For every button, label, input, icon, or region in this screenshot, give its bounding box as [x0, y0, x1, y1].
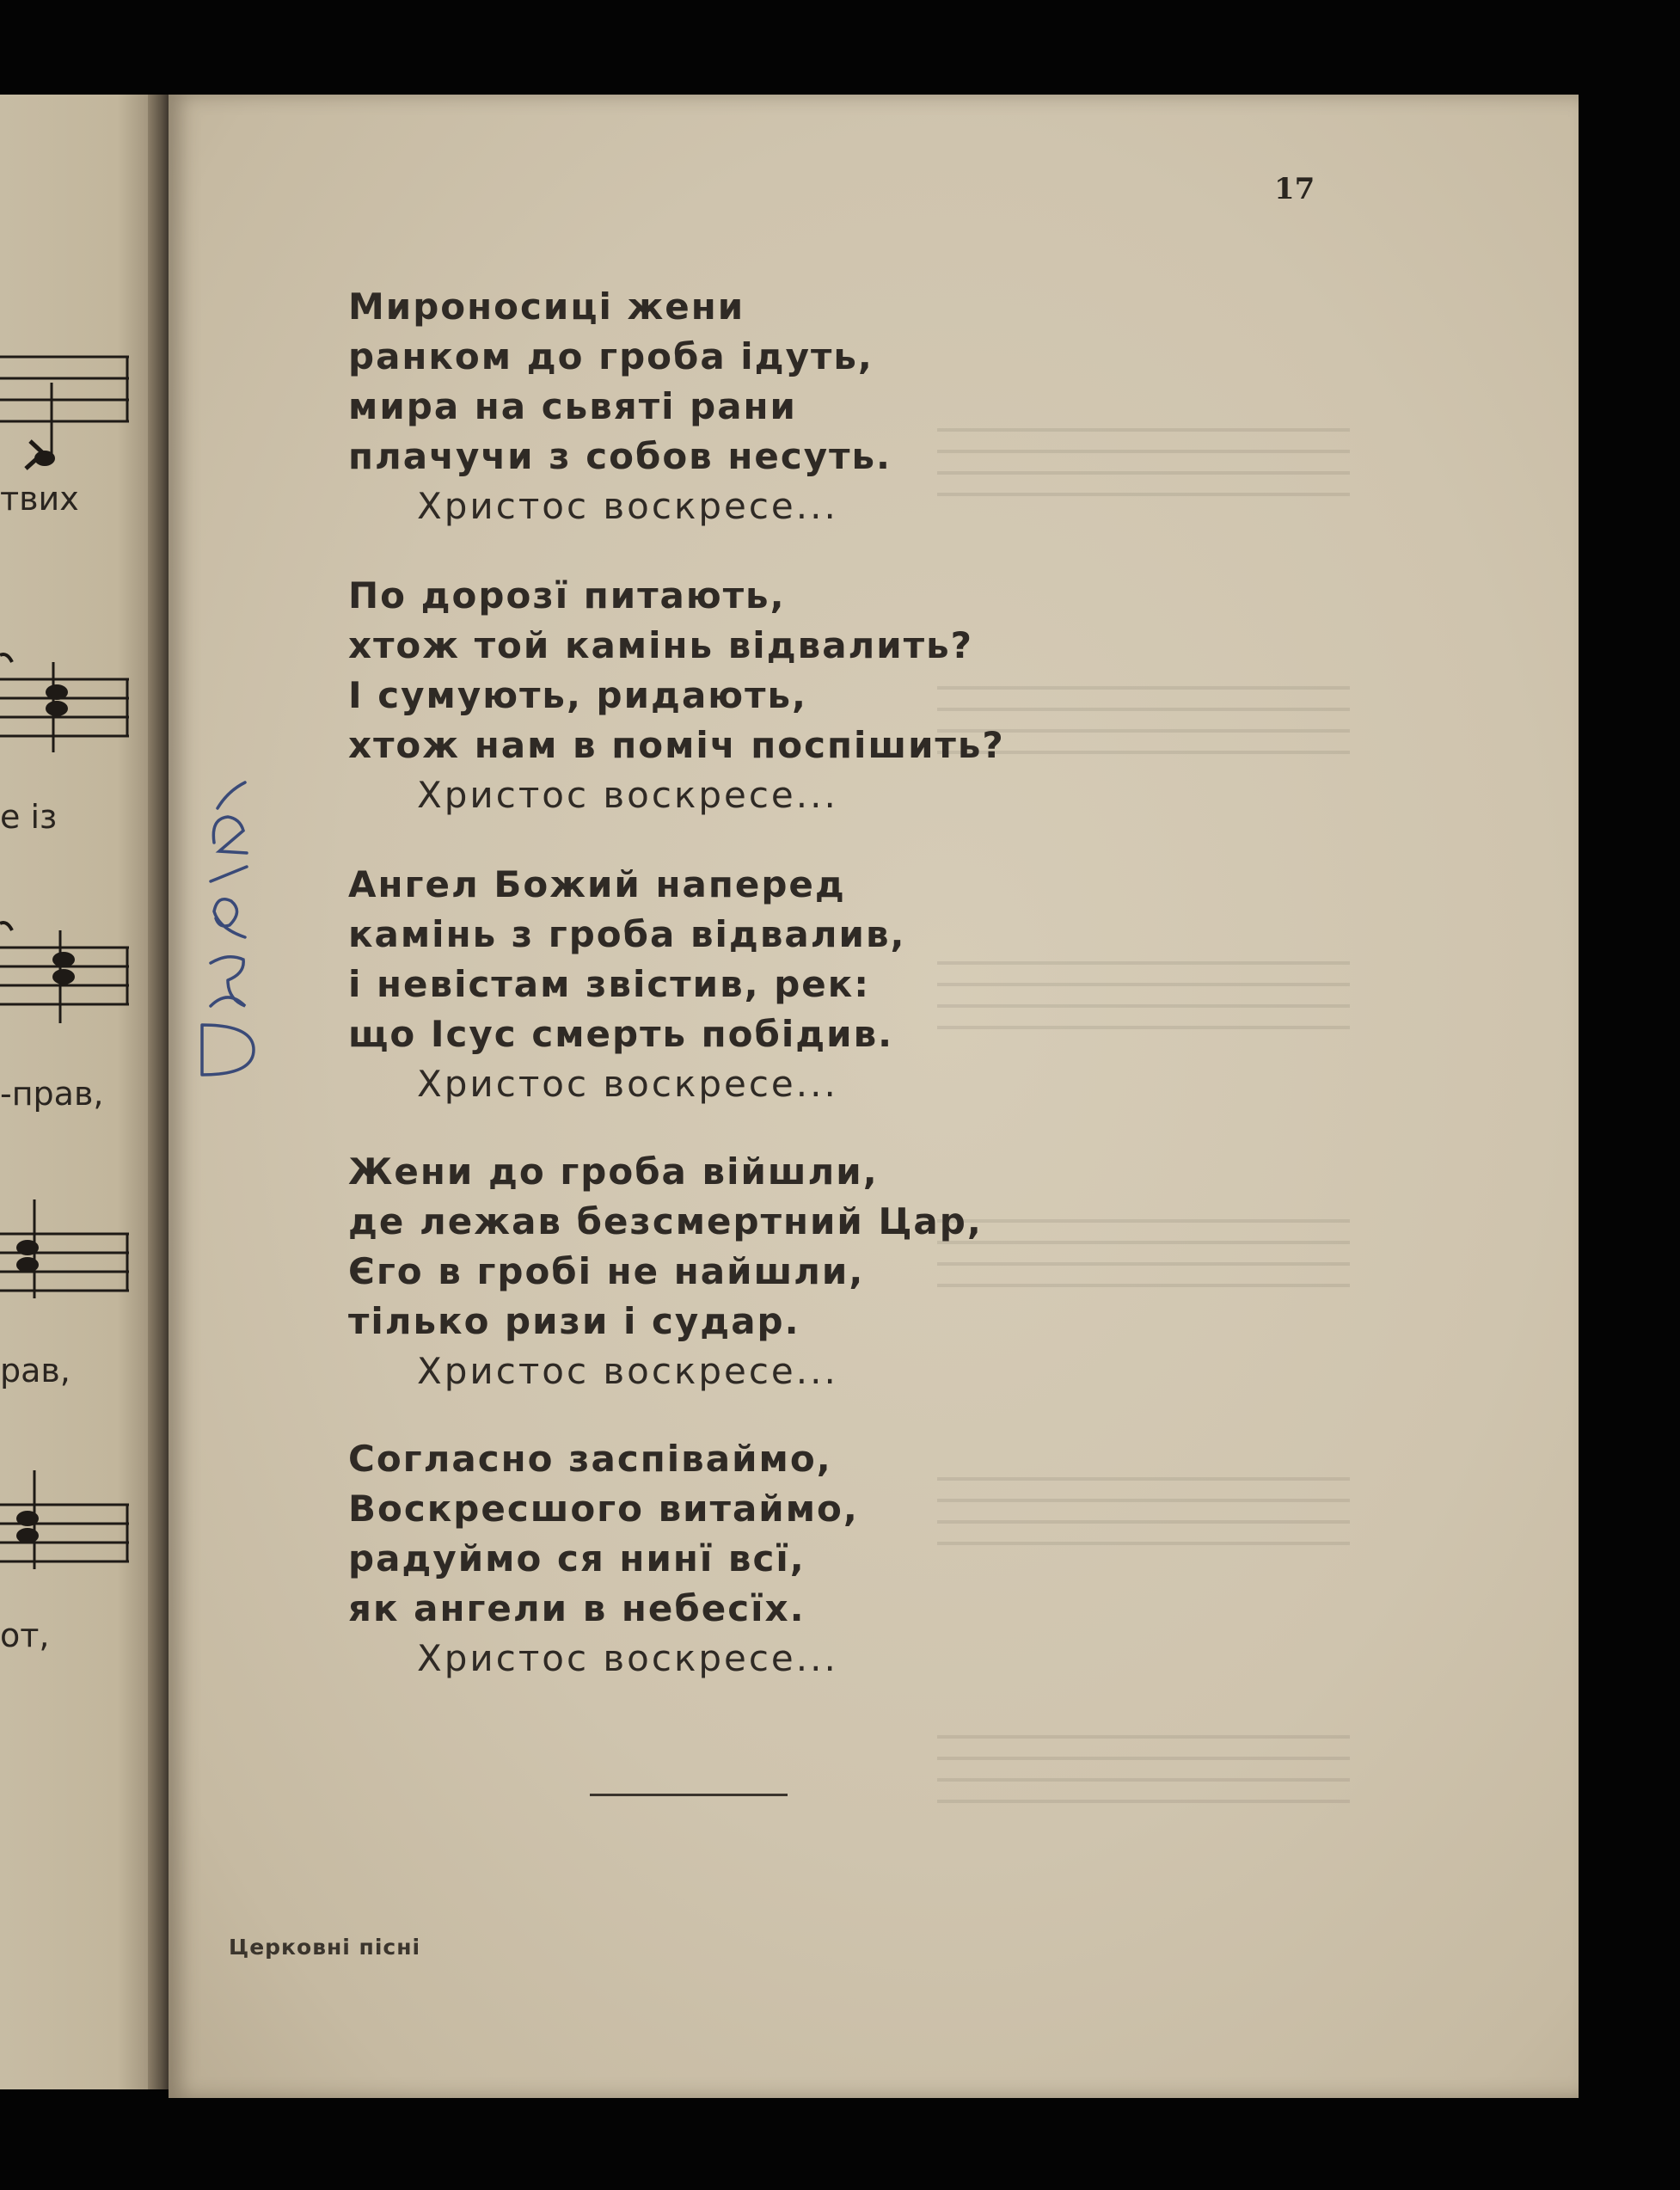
stanza-line: камінь з гроба відвалив,: [348, 913, 906, 955]
music-staff-1: [0, 331, 129, 477]
section-divider: [590, 1794, 788, 1796]
stanza-line: як ангели в небесїх.: [348, 1587, 806, 1629]
left-fragment-1: твих: [0, 480, 79, 518]
previous-page: [0, 95, 168, 2089]
music-staff-5: [0, 1462, 129, 1582]
stanza-line: І сумують, ридають,: [348, 674, 807, 716]
page-number: 17: [1274, 172, 1315, 206]
stanza-line: Воскресшого витаймо,: [348, 1488, 859, 1530]
stanza-2: [348, 571, 1005, 820]
stanza-line: мира на сьвяті рани: [348, 385, 797, 427]
stanza-line: Єго в гробі не найшли,: [348, 1250, 865, 1292]
refrain: Христос воскресе...: [417, 1637, 838, 1679]
stanza-5: [348, 1434, 859, 1684]
refrain: Христос воскресе...: [417, 1350, 838, 1392]
stanza-3: [348, 860, 906, 1109]
music-staff-3: [0, 911, 129, 1040]
page-footer: Церковні пісні: [229, 1935, 421, 1960]
stanza-line: Согласно заспіваймо,: [348, 1438, 832, 1480]
stanza-line: Мироносиці жени: [348, 285, 745, 328]
music-staff-2: [0, 645, 129, 774]
left-fragment-2: е із: [0, 798, 58, 836]
refrain: Христос воскресе...: [417, 774, 838, 816]
stanza-line: що Ісус смерть побідив.: [348, 1013, 894, 1055]
music-staff-4: [0, 1191, 129, 1311]
left-fragment-3: -прав,: [0, 1075, 104, 1113]
refrain: Христос воскресе...: [417, 1063, 838, 1105]
left-fragment-4: рав,: [0, 1352, 71, 1389]
reverse-side-bleed-through: [937, 258, 1350, 1892]
stanza-line: і невістам звістив, рек:: [348, 963, 871, 1005]
stanza-line: хтож той камінь відвалить?: [348, 624, 973, 666]
stanza-line: плачучи з собов несуть.: [348, 435, 892, 477]
stanza-line: хтож нам в поміч поспішить?: [348, 724, 1005, 766]
stanza-line: По дорозї питають,: [348, 574, 786, 617]
stanza-1: [348, 282, 892, 531]
stanza-line: тілько ризи і судар.: [348, 1300, 800, 1342]
stanza-line: Жени до гроба війшли,: [348, 1150, 879, 1193]
stanza-line: радуймо ся нинї всї,: [348, 1537, 806, 1580]
stanza-4: [348, 1147, 983, 1396]
refrain: Христос воскресе...: [417, 485, 838, 527]
left-fragment-5: от,: [0, 1616, 50, 1654]
handwritten-shelf-mark: [176, 757, 279, 1083]
stanza-line: де лежав безсмертний Цар,: [348, 1200, 983, 1242]
stanza-line: Ангел Божий наперед: [348, 863, 846, 905]
stanza-line: ранком до гроба ідуть,: [348, 335, 874, 377]
